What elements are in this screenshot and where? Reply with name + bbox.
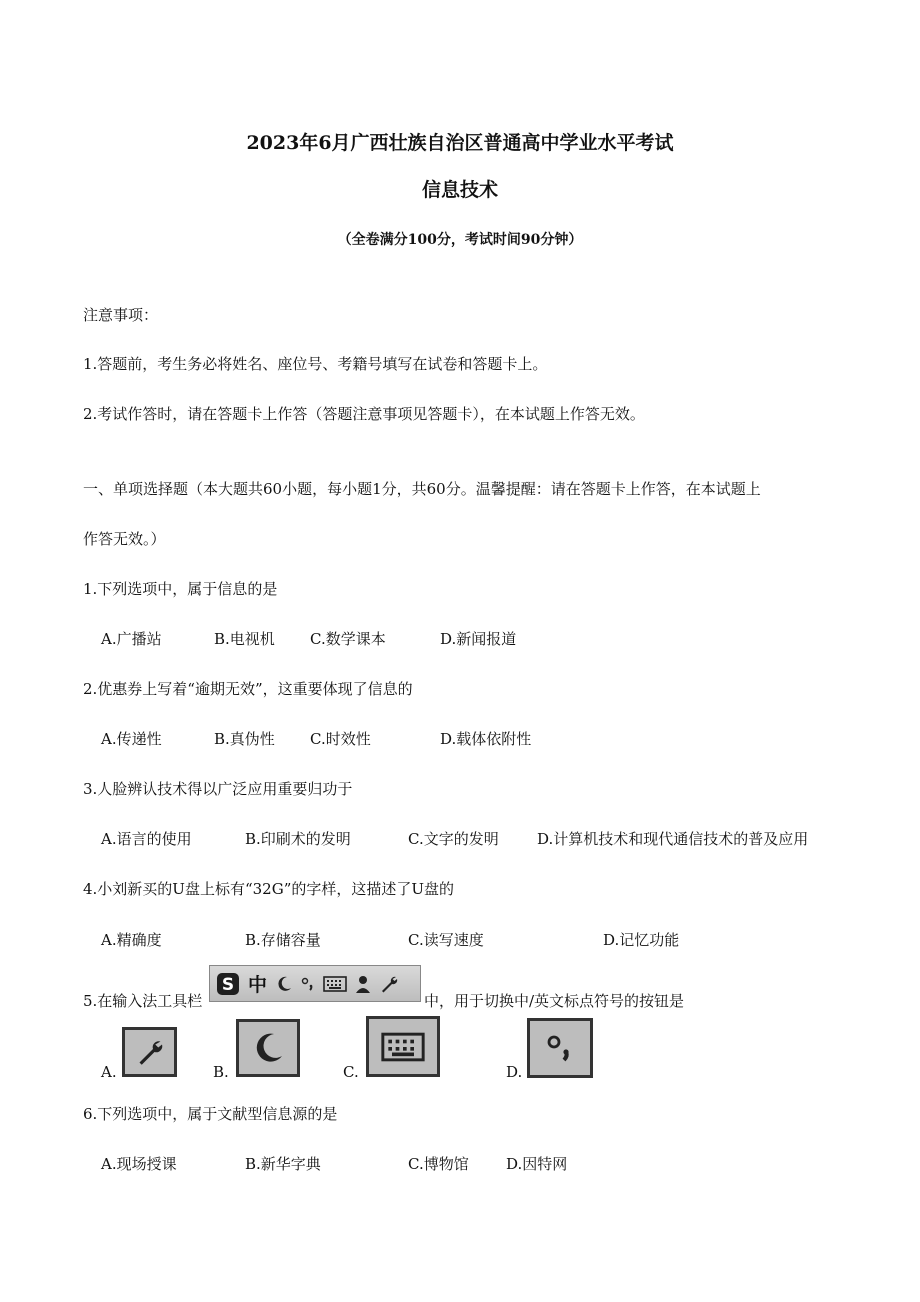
question-5-stem-before: 5.在输入法工具栏	[83, 992, 203, 1010]
question-5-option-b[interactable]: B.	[213, 1063, 229, 1081]
question-6-option-c[interactable]: C.博物馆	[408, 1155, 469, 1173]
notice-item-2: 2.考试作答时，请在答题卡上作答（答题注意事项见答题卡），在本试题上作答无效。	[83, 405, 645, 423]
notice-item-1: 1.答题前，考生务必将姓名、座位号、考籍号填写在试卷和答题卡上。	[83, 355, 548, 373]
question-5-option-c-image[interactable]	[366, 1016, 440, 1077]
question-4-stem: 4.小刘新买的U盘上标有“32G”的字样，这描述了U盘的	[83, 880, 455, 898]
punctuation-icon	[301, 975, 315, 993]
question-1-option-c[interactable]: C.数学课本	[310, 630, 386, 648]
question-4-option-a[interactable]: A.精确度	[101, 931, 162, 949]
question-5-option-a[interactable]: A.	[101, 1063, 117, 1081]
question-6-stem: 6.下列选项中，属于文献型信息源的是	[83, 1105, 338, 1123]
question-3-stem: 3.人脸辨认技术得以广泛应用重要归功于	[83, 780, 353, 798]
notice-heading: 注意事项：	[83, 306, 159, 324]
question-1-option-a[interactable]: A.广播站	[101, 630, 162, 648]
keyboard-icon	[381, 1030, 425, 1064]
question-1-option-b[interactable]: B.电视机	[214, 630, 275, 648]
section-heading-line2: 作答无效。）	[83, 530, 166, 548]
question-6-option-a[interactable]: A.现场授课	[101, 1155, 177, 1173]
keyboard-icon	[323, 975, 347, 993]
chinese-mode-icon: 中	[248, 974, 268, 996]
question-1-stem: 1.下列选项中，属于信息的是	[83, 580, 278, 598]
question-2-option-a[interactable]: A.传递性	[101, 730, 162, 748]
question-3-option-d[interactable]: D.计算机技术和现代通信技术的普及应用	[537, 830, 809, 848]
question-6-option-d[interactable]: D.因特网	[506, 1155, 568, 1173]
question-5-option-c[interactable]: C.	[343, 1063, 359, 1081]
exam-title: 2023年6月广西壮族自治区普通高中学业水平考试	[246, 132, 674, 154]
ime-toolbar-image	[209, 965, 421, 1002]
question-4-option-c[interactable]: C.读写速度	[408, 931, 484, 949]
svg-text:S: S	[221, 974, 235, 995]
wrench-icon	[135, 1037, 165, 1067]
sogou-logo-icon	[216, 972, 240, 996]
question-3-option-c[interactable]: C.文字的发明	[408, 830, 499, 848]
user-icon	[355, 974, 371, 994]
question-1-option-d[interactable]: D.新闻报道	[440, 630, 517, 648]
score-note: （全卷满分100分，考试时间90分钟）	[337, 232, 583, 248]
question-5-option-b-image[interactable]	[236, 1019, 300, 1077]
question-5-stem-after: 中，用于切换中/英文标点符号的按钮是	[424, 992, 685, 1010]
exam-subject: 信息技术	[421, 179, 498, 201]
moon-icon	[275, 975, 293, 993]
section-heading-line1: 一、单项选择题（本大题共60小题，每小题1分，共60分。温馨提醒：请在答题卡上作答，在本试题上	[83, 480, 761, 498]
question-4-option-b[interactable]: B.存储容量	[245, 931, 321, 949]
question-3-option-b[interactable]: B.印刷术的发明	[245, 830, 351, 848]
question-2-option-c[interactable]: C.时效性	[310, 730, 371, 748]
moon-icon	[250, 1030, 286, 1066]
question-5-option-d-image[interactable]	[527, 1018, 593, 1078]
question-5-option-a-image[interactable]	[122, 1027, 177, 1077]
question-2-option-d[interactable]: D.载体依附性	[440, 730, 532, 748]
wrench-icon	[379, 974, 399, 994]
question-2-option-b[interactable]: B.真伪性	[214, 730, 275, 748]
question-6-option-b[interactable]: B.新华字典	[245, 1155, 321, 1173]
question-5-option-d[interactable]: D.	[506, 1063, 523, 1081]
punctuation-icon	[544, 1030, 576, 1066]
question-4-option-d[interactable]: D.记忆功能	[603, 931, 680, 949]
question-3-option-a[interactable]: A.语言的使用	[101, 830, 192, 848]
question-2-stem: 2.优惠券上写着“逾期无效”，这重要体现了信息的	[83, 680, 413, 698]
